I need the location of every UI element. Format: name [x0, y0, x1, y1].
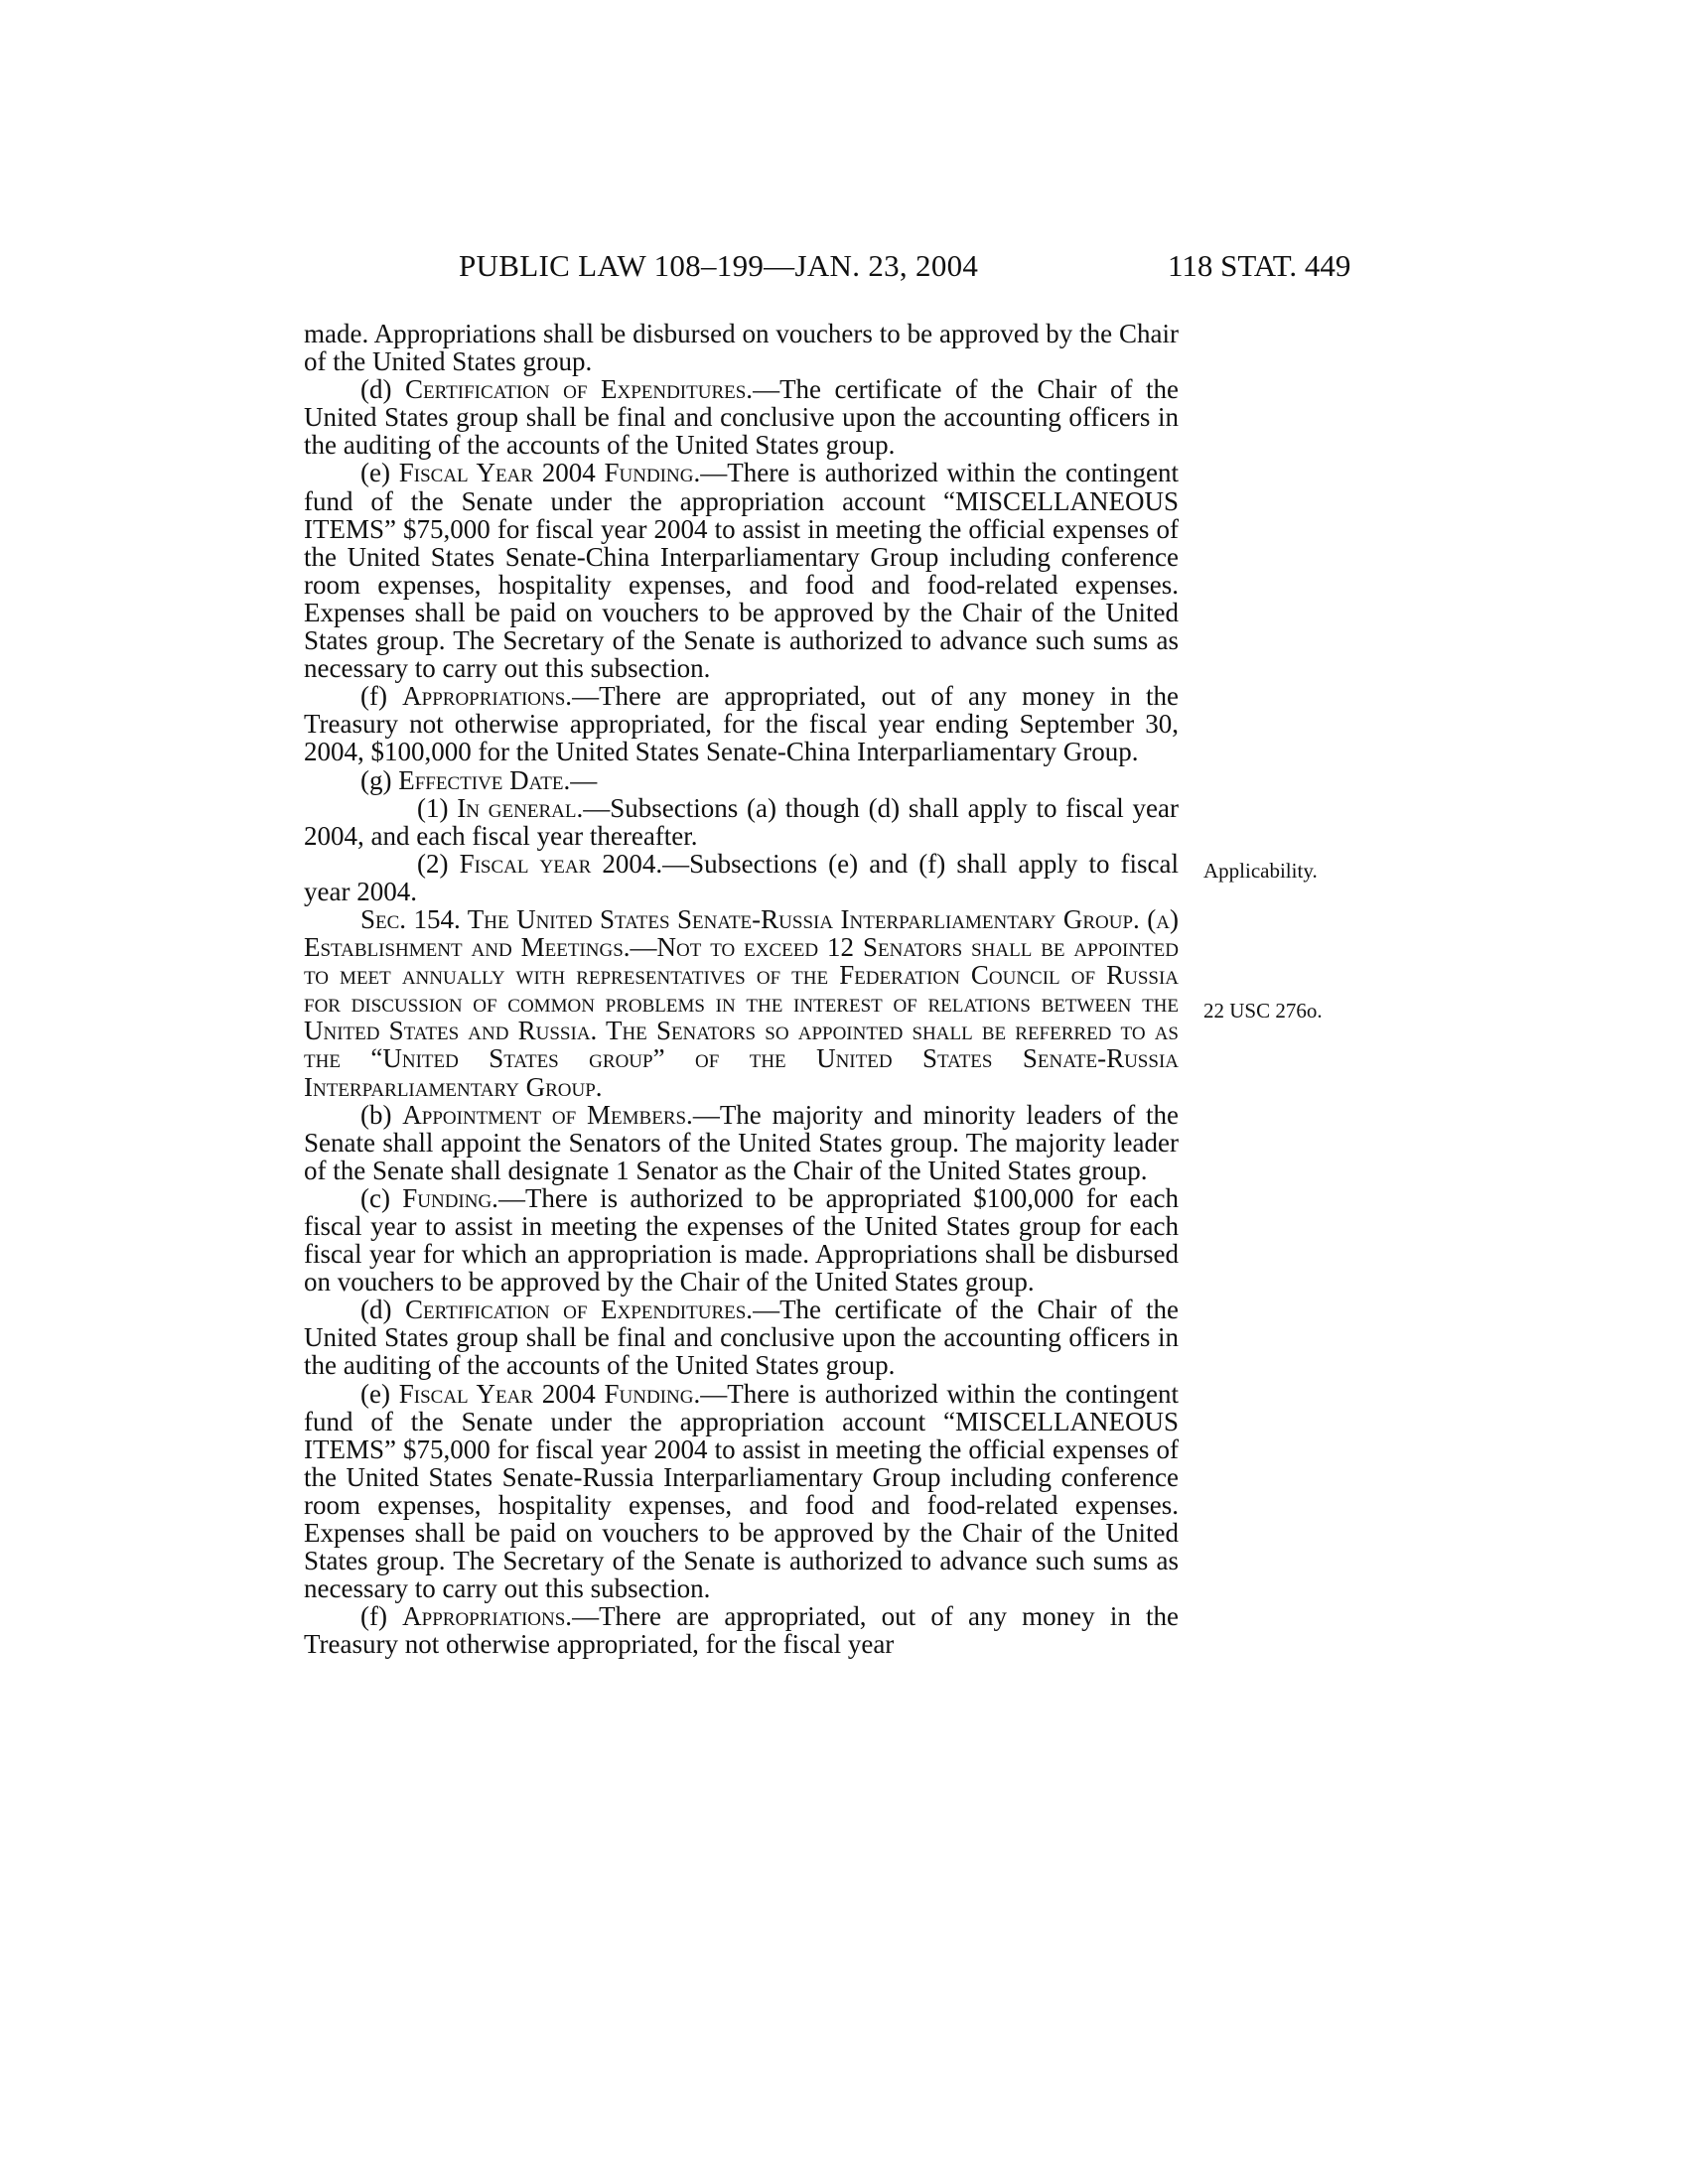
paragraph-lead: (e)	[360, 458, 399, 488]
subsection-f-appropriations-russia	[304, 1602, 1179, 1658]
paragraph-g2-fiscal-year	[304, 850, 1179, 905]
subsection-g-effective-date	[304, 766, 1179, 794]
paragraph-heading: Certification of Expenditures.	[405, 1295, 754, 1325]
paragraph-lead: (b)	[360, 1099, 403, 1130]
subsection-b-appointment	[304, 1101, 1179, 1184]
margin-note-usc: 22 USC 276o.	[1203, 999, 1323, 1023]
paragraph-heading: Fiscal Year 2004 Funding.	[398, 1378, 701, 1409]
paragraph-text: —Subsections (a) though (d) shall apply to fiscal year 2004, and each fiscal year thereafter.	[304, 792, 1179, 851]
section-number: Sec. 154.	[360, 903, 468, 934]
paragraph-text: —There are appropriated, out of any money in the Treasury not otherwise appropriated, for the fiscal year	[304, 1601, 1179, 1660]
page-header	[0, 248, 1688, 288]
paragraph-lead: (f)	[360, 681, 403, 712]
subsection-d-certification-russia	[304, 1296, 1179, 1379]
paragraph-lead: (2)	[417, 848, 460, 879]
paragraph-heading: Appropriations.	[402, 1601, 573, 1632]
subsection-e-funding-russia	[304, 1380, 1179, 1603]
paragraph-text: (a) Establishment and Meetings.—Not to exceed 12 Senators shall be appointed to meet annually with representatives of the Federation Council of Russia for discussion of common problems in the interest of relations between the United States and Russia. The Senators so appointed shall be referred to as the “United States group” of the United States Senate-Russia Interparliamentary Group.	[304, 903, 1179, 1102]
subsection-f-appropriations	[304, 682, 1179, 765]
paragraph-text: made. Appropriations shall be disbursed on vouchers to be approved by the Chair of the United States group.	[304, 319, 1179, 377]
paragraph-lead: (d)	[360, 374, 406, 405]
paragraph-heading: In general.	[457, 792, 584, 823]
paragraph-text: —The majority and minority leaders of the Senate shall appoint the Senators of the United States group. The majority leader of the Senate shall designate 1 Senator as the Chair of the United States group.	[304, 1099, 1180, 1185]
paragraph-heading: Appropriations.	[402, 681, 573, 712]
paragraph-lead: (d)	[360, 1295, 406, 1325]
paragraph-g1-in-general	[304, 794, 1179, 850]
paragraph-lead: (c)	[360, 1182, 403, 1213]
running-head: PUBLIC LAW 108–199—JAN. 23, 2004	[459, 248, 979, 283]
paragraph-text: —	[570, 764, 598, 795]
paragraph-text: —There is authorized to be appropriated $100,000 for each fiscal year to assist in meeting the expenses of the United States group for each fiscal year for which an appropriation is made. Appropriations shall be disbursed on vouchers to be approved by the Chair of the United States group.	[304, 1182, 1180, 1297]
paragraph-lead: (f)	[360, 1601, 403, 1632]
section-154-heading	[304, 905, 1179, 1101]
paragraph-heading: Fiscal Year 2004 Funding.	[398, 458, 701, 488]
subsection-c-funding	[304, 1184, 1179, 1296]
paragraph-heading: Appointment of Members.	[402, 1099, 693, 1130]
subsection-d-certification	[304, 375, 1179, 459]
paragraph-text: —There are appropriated, out of any money in the Treasury not otherwise appropriated, for the fiscal year ending September 30, 2004, $100,000 for the United States Senate-China Interparliamentary Group.	[304, 681, 1179, 767]
subsection-e-funding	[304, 459, 1179, 682]
paragraph-text: —The certificate of the Chair of the United States group shall be final and conclusive upon the accounting officers in the auditing of the accounts of the United States group.	[304, 1295, 1179, 1381]
paragraph-heading: Funding.	[402, 1182, 498, 1213]
margin-note-applicability: Applicability.	[1203, 859, 1318, 883]
paragraph-lead: (g)	[360, 764, 399, 795]
paragraph-heading: Certification of Expenditures.	[405, 374, 754, 405]
statute-body	[304, 320, 1179, 1659]
paragraph-text: —Subsections (e) and (f) shall apply to fiscal year 2004.	[304, 848, 1179, 906]
paragraph-heading: Fiscal year 2004.	[459, 848, 663, 879]
paragraph-lead: (1)	[417, 792, 458, 823]
paragraph-text: —There is authorized within the contingent fund of the Senate under the appropriation account “MISCELLANEOUS ITEMS” $75,000 for fiscal year 2004 to assist in meeting the official expenses of the United States Senate-China Interparliamentary Group including conference room expenses, hospitality expenses, and food and food-related expenses. Expenses shall be paid on vouchers to be approved by the Chair of the United States group. The Secretary of the Senate is authorized to advance such sums as necessary to carry out this subsection.	[304, 458, 1180, 684]
paragraph-heading: Effective Date.	[398, 764, 571, 795]
section-title: The United States Senate-Russia Interparliamentary Group.	[467, 903, 1140, 934]
paragraph-text: —There is authorized within the contingent fund of the Senate under the appropriation account “MISCELLANEOUS ITEMS” $75,000 for fiscal year 2004 to assist in meeting the official expenses of the United States Senate-Russia Interparliamentary Group including conference room expenses, hospitality expenses, and food and food-related expenses. Expenses shall be paid on vouchers to be approved by the Chair of the United States group. The Secretary of the Senate is authorized to advance such sums as necessary to carry out this subsection.	[304, 1378, 1180, 1604]
paragraph-text: —The certificate of the Chair of the United States group shall be final and conclusive upon the accounting officers in the auditing of the accounts of the United States group.	[304, 374, 1179, 461]
paragraph-continuation	[304, 320, 1179, 375]
statute-citation: 118 STAT. 449	[1168, 248, 1351, 283]
paragraph-lead: (e)	[360, 1378, 399, 1409]
